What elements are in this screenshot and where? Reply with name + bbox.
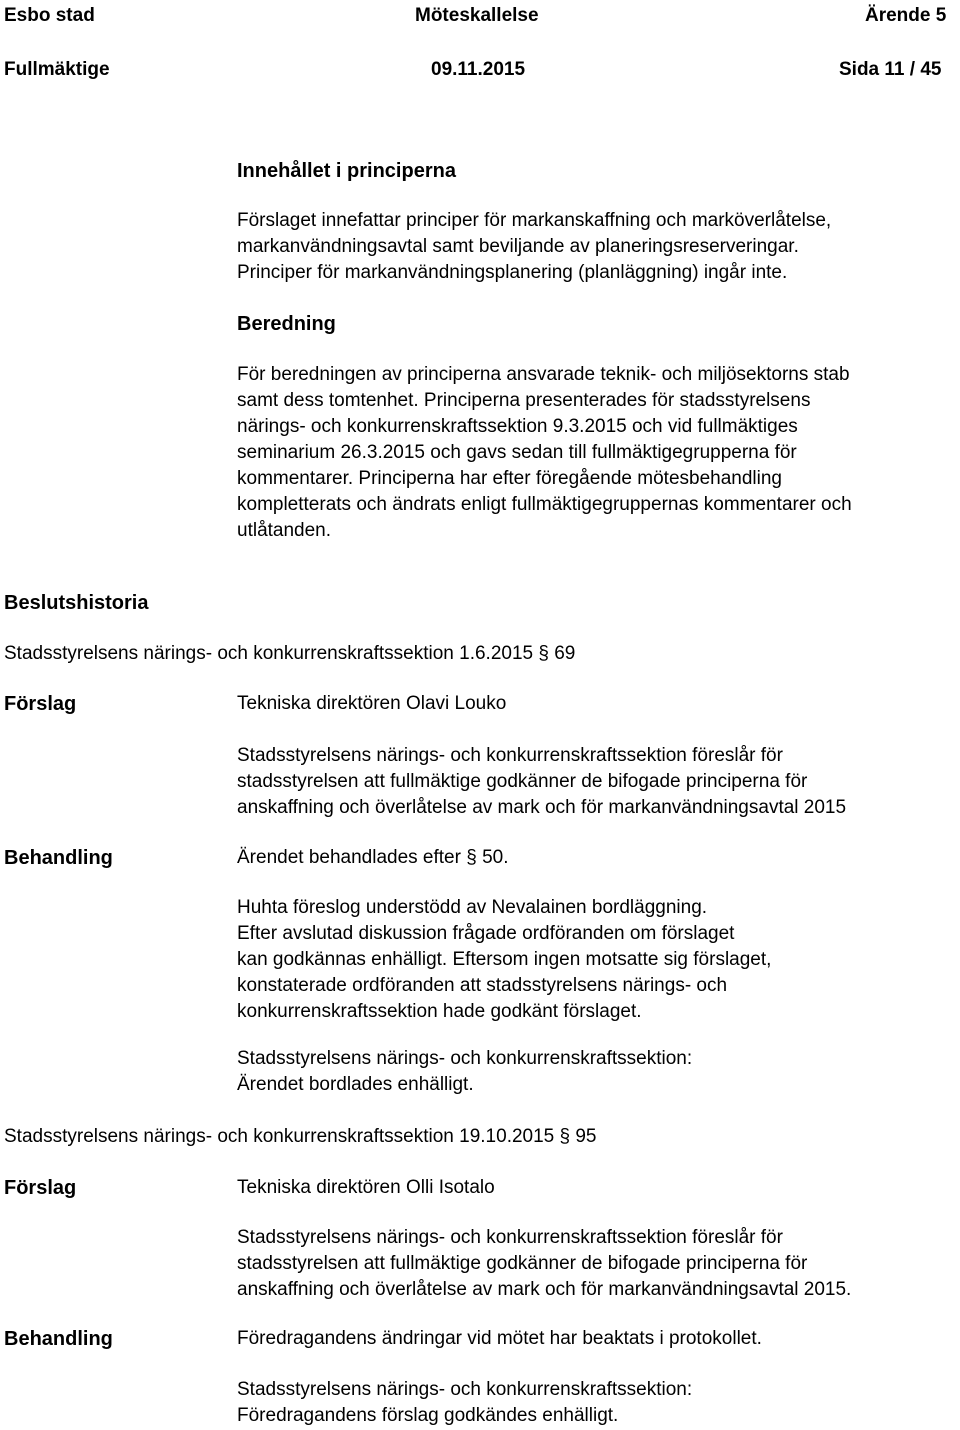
beslut-line: Stadsstyrelsens närings- och konkurrenskraftssektion: — [237, 1048, 693, 1069]
forslag-line: anskaffning och överlåtelse av mark och för markanvändningsavtal 2015 — [237, 797, 847, 818]
forslag-line: Stadsstyrelsens närings- och konkurrenskraftssektion föreslår för — [237, 745, 783, 766]
forslag-line: anskaffning och överlåtelse av mark och för markanvändningsavtal 2015. — [237, 1279, 852, 1300]
forslag-author-1: Tekniska direktören Olavi Louko — [237, 693, 507, 714]
innehall-paragraph — [237, 208, 831, 286]
history-title-1: Stadsstyrelsens närings- och konkurrenskraftssektion 1.6.2015 § 69 — [4, 643, 576, 664]
behandling-line: kan godkännas enhälligt. Eftersom ingen motsatte sig förslaget, — [237, 949, 772, 970]
header-doc-type: Möteskallelse — [415, 5, 539, 26]
behandling-line: Efter avslutad diskussion frågade ordföranden om förslaget — [237, 923, 735, 944]
beredning-line: utlåtanden. — [237, 520, 332, 541]
behandling-line: Huhta föreslog understödd av Nevalainen bordläggning. — [237, 897, 708, 918]
beslut-line: Ärendet bordlades enhälligt. — [237, 1074, 474, 1095]
innehall-line: markanvändningsavtal samt beviljande av planeringsreserveringar. — [237, 236, 799, 257]
forslag-line: Stadsstyrelsens närings- och konkurrenskraftssektion föreslår för — [237, 1227, 783, 1248]
beredning-line: kompletterats och ändrats enligt fullmäktigegruppernas kommentarer och — [237, 494, 852, 515]
beredning-line: kommentarer. Principerna har efter föregående mötesbehandling — [237, 468, 782, 489]
forslag-text-2 — [237, 1225, 851, 1303]
forslag-line: stadsstyrelsen att fullmäktige godkänner de bifogade principerna för — [237, 771, 808, 792]
beslutshistoria-heading: Beslutshistoria — [4, 592, 149, 614]
innehall-line: Förslaget innefattar principer för markanskaffning och marköverlåtelse, — [237, 210, 832, 231]
beslut-line: Stadsstyrelsens närings- och konkurrenskraftssektion: — [237, 1379, 693, 1400]
behandling-text-1 — [237, 895, 771, 1025]
behandling-first-2: Föredragandens ändringar vid mötet har beaktats i protokollet. — [237, 1328, 762, 1349]
innehall-heading: Innehållet i principerna — [237, 160, 456, 182]
beslut-text-1 — [237, 1046, 692, 1098]
beredning-heading: Beredning — [237, 313, 336, 335]
innehall-line: Principer för markanvändningsplanering (planläggning) ingår inte. — [237, 262, 788, 283]
forslag-label-1: Förslag — [4, 693, 77, 715]
beslut-text-2 — [237, 1377, 692, 1429]
behandling-line: konkurrenskraftssektion hade godkänt förslaget. — [237, 1001, 642, 1022]
beredning-paragraph — [237, 362, 852, 544]
beredning-line: samt dess tomtenhet. Principerna presenterades för stadsstyrelsens — [237, 390, 811, 411]
history-title-2: Stadsstyrelsens närings- och konkurrenskraftssektion 19.10.2015 § 95 — [4, 1126, 597, 1147]
behandling-first-1: Ärendet behandlades efter § 50. — [237, 847, 509, 868]
header-page: Sida 11 / 45 — [839, 59, 942, 80]
beslut-line: Föredragandens förslag godkändes enhälligt. — [237, 1405, 619, 1426]
forslag-line: stadsstyrelsen att fullmäktige godkänner de bifogade principerna för — [237, 1253, 808, 1274]
beredning-line: närings- och konkurrenskraftssektion 9.3.2015 och vid fullmäktiges — [237, 416, 798, 437]
forslag-text-1 — [237, 743, 846, 821]
forslag-author-2: Tekniska direktören Olli Isotalo — [237, 1177, 495, 1198]
beredning-line: För beredningen av principerna ansvarade teknik- och miljösektorns stab — [237, 364, 850, 385]
behandling-line: konstaterade ordföranden att stadsstyrelsens närings- och — [237, 975, 728, 996]
behandling-label-2: Behandling — [4, 1328, 113, 1350]
header-org: Esbo stad — [4, 5, 95, 26]
behandling-label-1: Behandling — [4, 847, 113, 869]
forslag-label-2: Förslag — [4, 1177, 77, 1199]
header-body: Fullmäktige — [4, 59, 110, 80]
beredning-line: seminarium 26.3.2015 och gavs sedan till fullmäktigegrupperna för — [237, 442, 797, 463]
header-date: 09.11.2015 — [431, 59, 526, 80]
header-item: Ärende 5 — [865, 5, 947, 26]
